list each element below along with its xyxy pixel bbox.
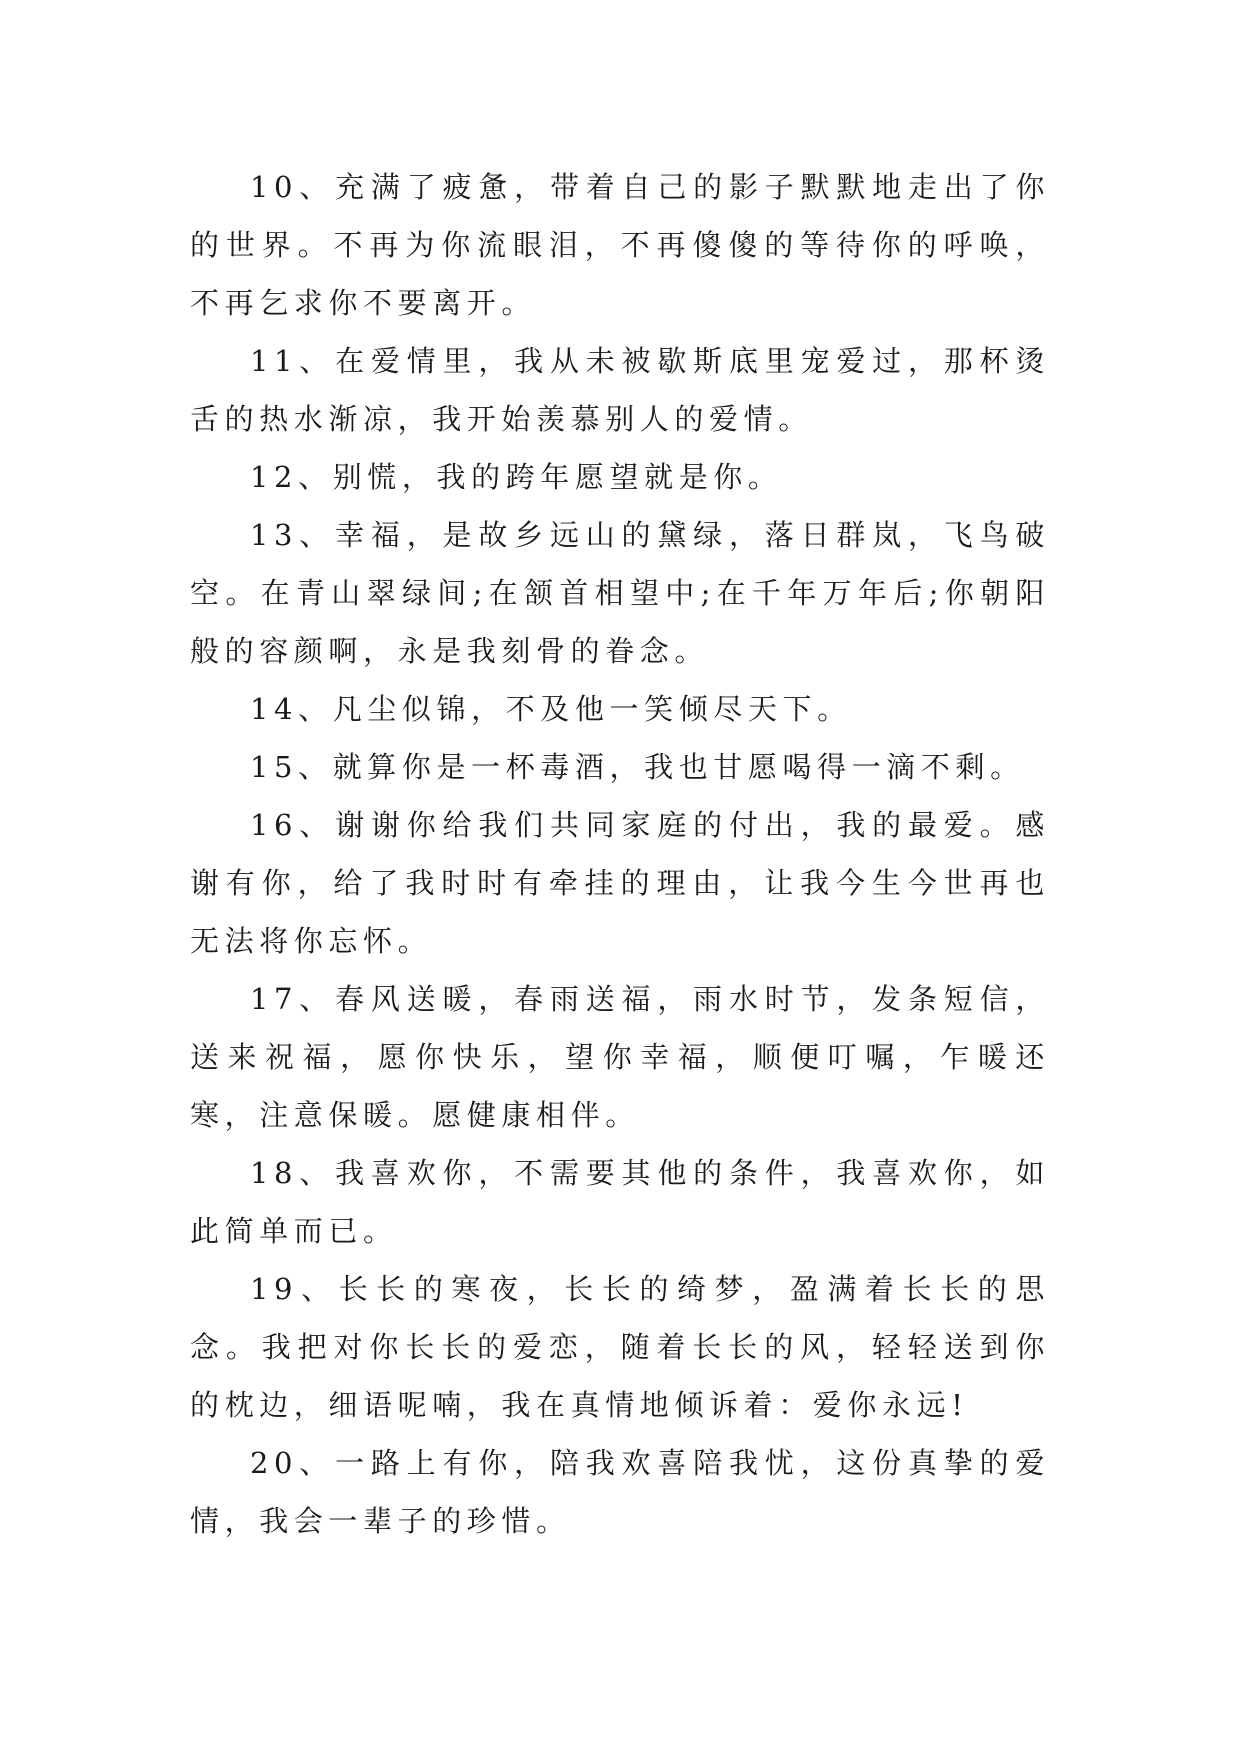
- paragraph-17: 17、春风送暖，春雨送福，雨水时节，发条短信，送来祝福，愿你快乐，望你幸福，顺便叮嘱，乍暖还寒，注意保暖。愿健康相伴。: [190, 982, 1050, 1132]
- paragraph-20: 20、一路上有你，陪我欢喜陪我忧，这份真挚的爱情，我会一辈子的珍惜。: [190, 1446, 1050, 1538]
- paragraph-16: 16、谢谢你给我们共同家庭的付出，我的最爱。感谢有你，给了我时时有牵挂的理由，让我今生今世再也无法将你忘怀。: [190, 808, 1050, 958]
- paragraph-18: 18、我喜欢你，不需要其他的条件，我喜欢你，如此简单而已。: [190, 1156, 1050, 1248]
- paragraph-15: 15、就算你是一杯毒酒，我也甘愿喝得一滴不剩。: [250, 750, 1025, 784]
- paragraph-12: 12、别慌，我的跨年愿望就是你。: [250, 460, 783, 494]
- paragraph-19: 19、长长的寒夜，长长的绮梦，盈满着长长的思念。我把对你长长的爱恋，随着长长的风，轻轻送到你的枕边，细语呢喃，我在真情地倾诉着：爱你永远!: [190, 1272, 1050, 1422]
- paragraph-13: 13、幸福，是故乡远山的黛绿，落日群岚，飞鸟破空。在青山翠绿间;在颔首相望中;在千年万年后;你朝阳般的容颜啊，永是我刻骨的眷念。: [190, 518, 1050, 668]
- paragraph-11: 11、在爱情里，我从未被歇斯底里宠爱过，那杯烫舌的热水渐凉，我开始羡慕别人的爱情。: [190, 344, 1050, 436]
- paragraph-14: 14、凡尘似锦，不及他一笑倾尽天下。: [250, 692, 852, 726]
- paragraph-10: 10、充满了疲惫，带着自己的影子默默地走出了你的世界。不再为你流眼泪，不再傻傻的等待你的呼唤，不再乞求你不要离开。: [190, 170, 1050, 320]
- document-body: [190, 158, 1050, 1550]
